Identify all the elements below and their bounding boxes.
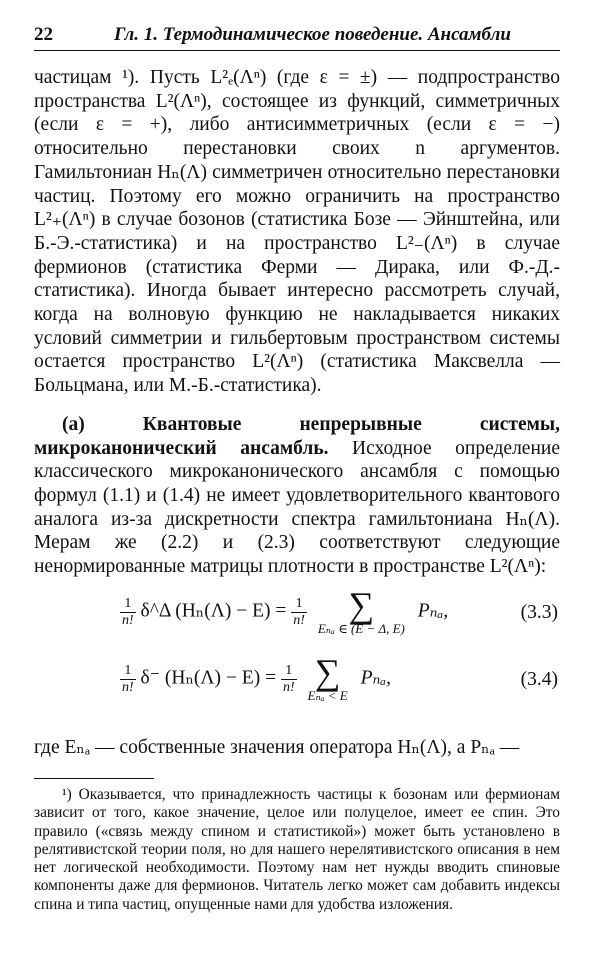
footnote xyxy=(34,786,560,914)
page-number: 22 xyxy=(34,24,53,45)
equation-number: (3.4) xyxy=(520,669,558,690)
equation-number: (3.3) xyxy=(520,602,558,623)
formula-summand: Pₙₐ, xyxy=(417,600,449,622)
fraction: $\frac{1}{n!}$ xyxy=(122,662,134,695)
paragraph-microcanonical xyxy=(34,413,560,579)
section-heading: (а) Квантовые непрерывные системы, микроканонический ансамбль. xyxy=(34,413,560,459)
footnote-rule xyxy=(34,778,154,779)
formula-lhs: δ⁻ (Hₙ(Λ) − E) = xyxy=(140,667,277,689)
formula-3-4 xyxy=(34,652,560,715)
formula-summand: Pₙₐ, xyxy=(360,667,392,689)
formula-lhs: δ^Δ (Hₙ(Λ) − E) = xyxy=(140,600,287,622)
summation-sign: ∑ Eₙₐ ∈ (E − Δ, E) xyxy=(317,585,405,636)
sum-limit: Eₙₐ ∈ (E − Δ, E) xyxy=(317,621,405,636)
sum-limit: Eₙₐ < E xyxy=(307,688,348,703)
running-head: Гл. 1. Термодинамическое поведение. Ансамбли xyxy=(114,24,511,45)
fraction: $\frac{1}{n!}$ xyxy=(122,595,134,628)
fraction: $\frac{1}{n!}$ xyxy=(293,595,305,628)
formula-3-3 xyxy=(34,585,560,648)
paragraph-statistics: частицам ¹). Пусть L²ₑ(Λⁿ) (где ε = ±) — подпространство пространства L²(Λⁿ), состоящее из функций, симметричных (если ε = +), либо антисимметричных (если ε = −) относительно перестановки своих n аргументов. Гамильтониан Hₙ(Λ) симметричен относительно перестановки частиц. Поэтому его можно ограничить на пространство L²₊(Λⁿ) в случае бозонов (статистика Бозе — Эйнштейна, или Б.-Э.-статистика) и на пространство L²₋(Λⁿ) в случае фермионов (статистика Ферми — Дирака, или Ф.-Д.-статистика). Иногда бывает интересно рассмотреть случай, когда на волновую функцию не накладывается никаких условий симметрии и гильбертовым пространством системы остается пространство L²(Λⁿ) (статистика Максвелла — Больцмана, или М.-Б.-статистика). xyxy=(34,67,560,397)
footnote-text: ¹) Оказывается, что принадлежность частицы к бозонам или фермионам зависит от того, какое значение, целое или полуцелое, имеет ее спин. Это правило («связь между спином и статистикой») может быть установлено в релятивистской теории поля, но для нашего нерелятивистского описания в нем нет логической необходимости. Поэтому нам нет нужды вводить спиновые компоненты даже для фермионов. Читатель легко может сам добавить индексы спина и типа частиц, опущенные нами для удобства изложения. xyxy=(34,786,560,913)
summation-sign: ∑ Eₙₐ < E xyxy=(307,652,348,703)
paragraph-eigenvalues: где Eₙₐ — собственные значения оператора Hₙ(Λ), а Pₙₐ — xyxy=(34,737,520,758)
main-text-continued xyxy=(34,736,560,760)
main-text xyxy=(34,66,560,579)
paragraph-microcanonical-text: Исходное определение классического микроканонического ансамбля с помощью формул (1.1) и (1.4) не имеет удовлетворительного квантового аналога из-за дискретности спектра гамильтониана Hₙ(Λ). Мерам же (2.2) и (2.3) соответствуют следующие ненормированные матрицы плотности в пространстве L²(Λⁿ): xyxy=(34,437,560,578)
fraction: $\frac{1}{n!}$ xyxy=(282,662,295,695)
page-header xyxy=(34,20,560,51)
